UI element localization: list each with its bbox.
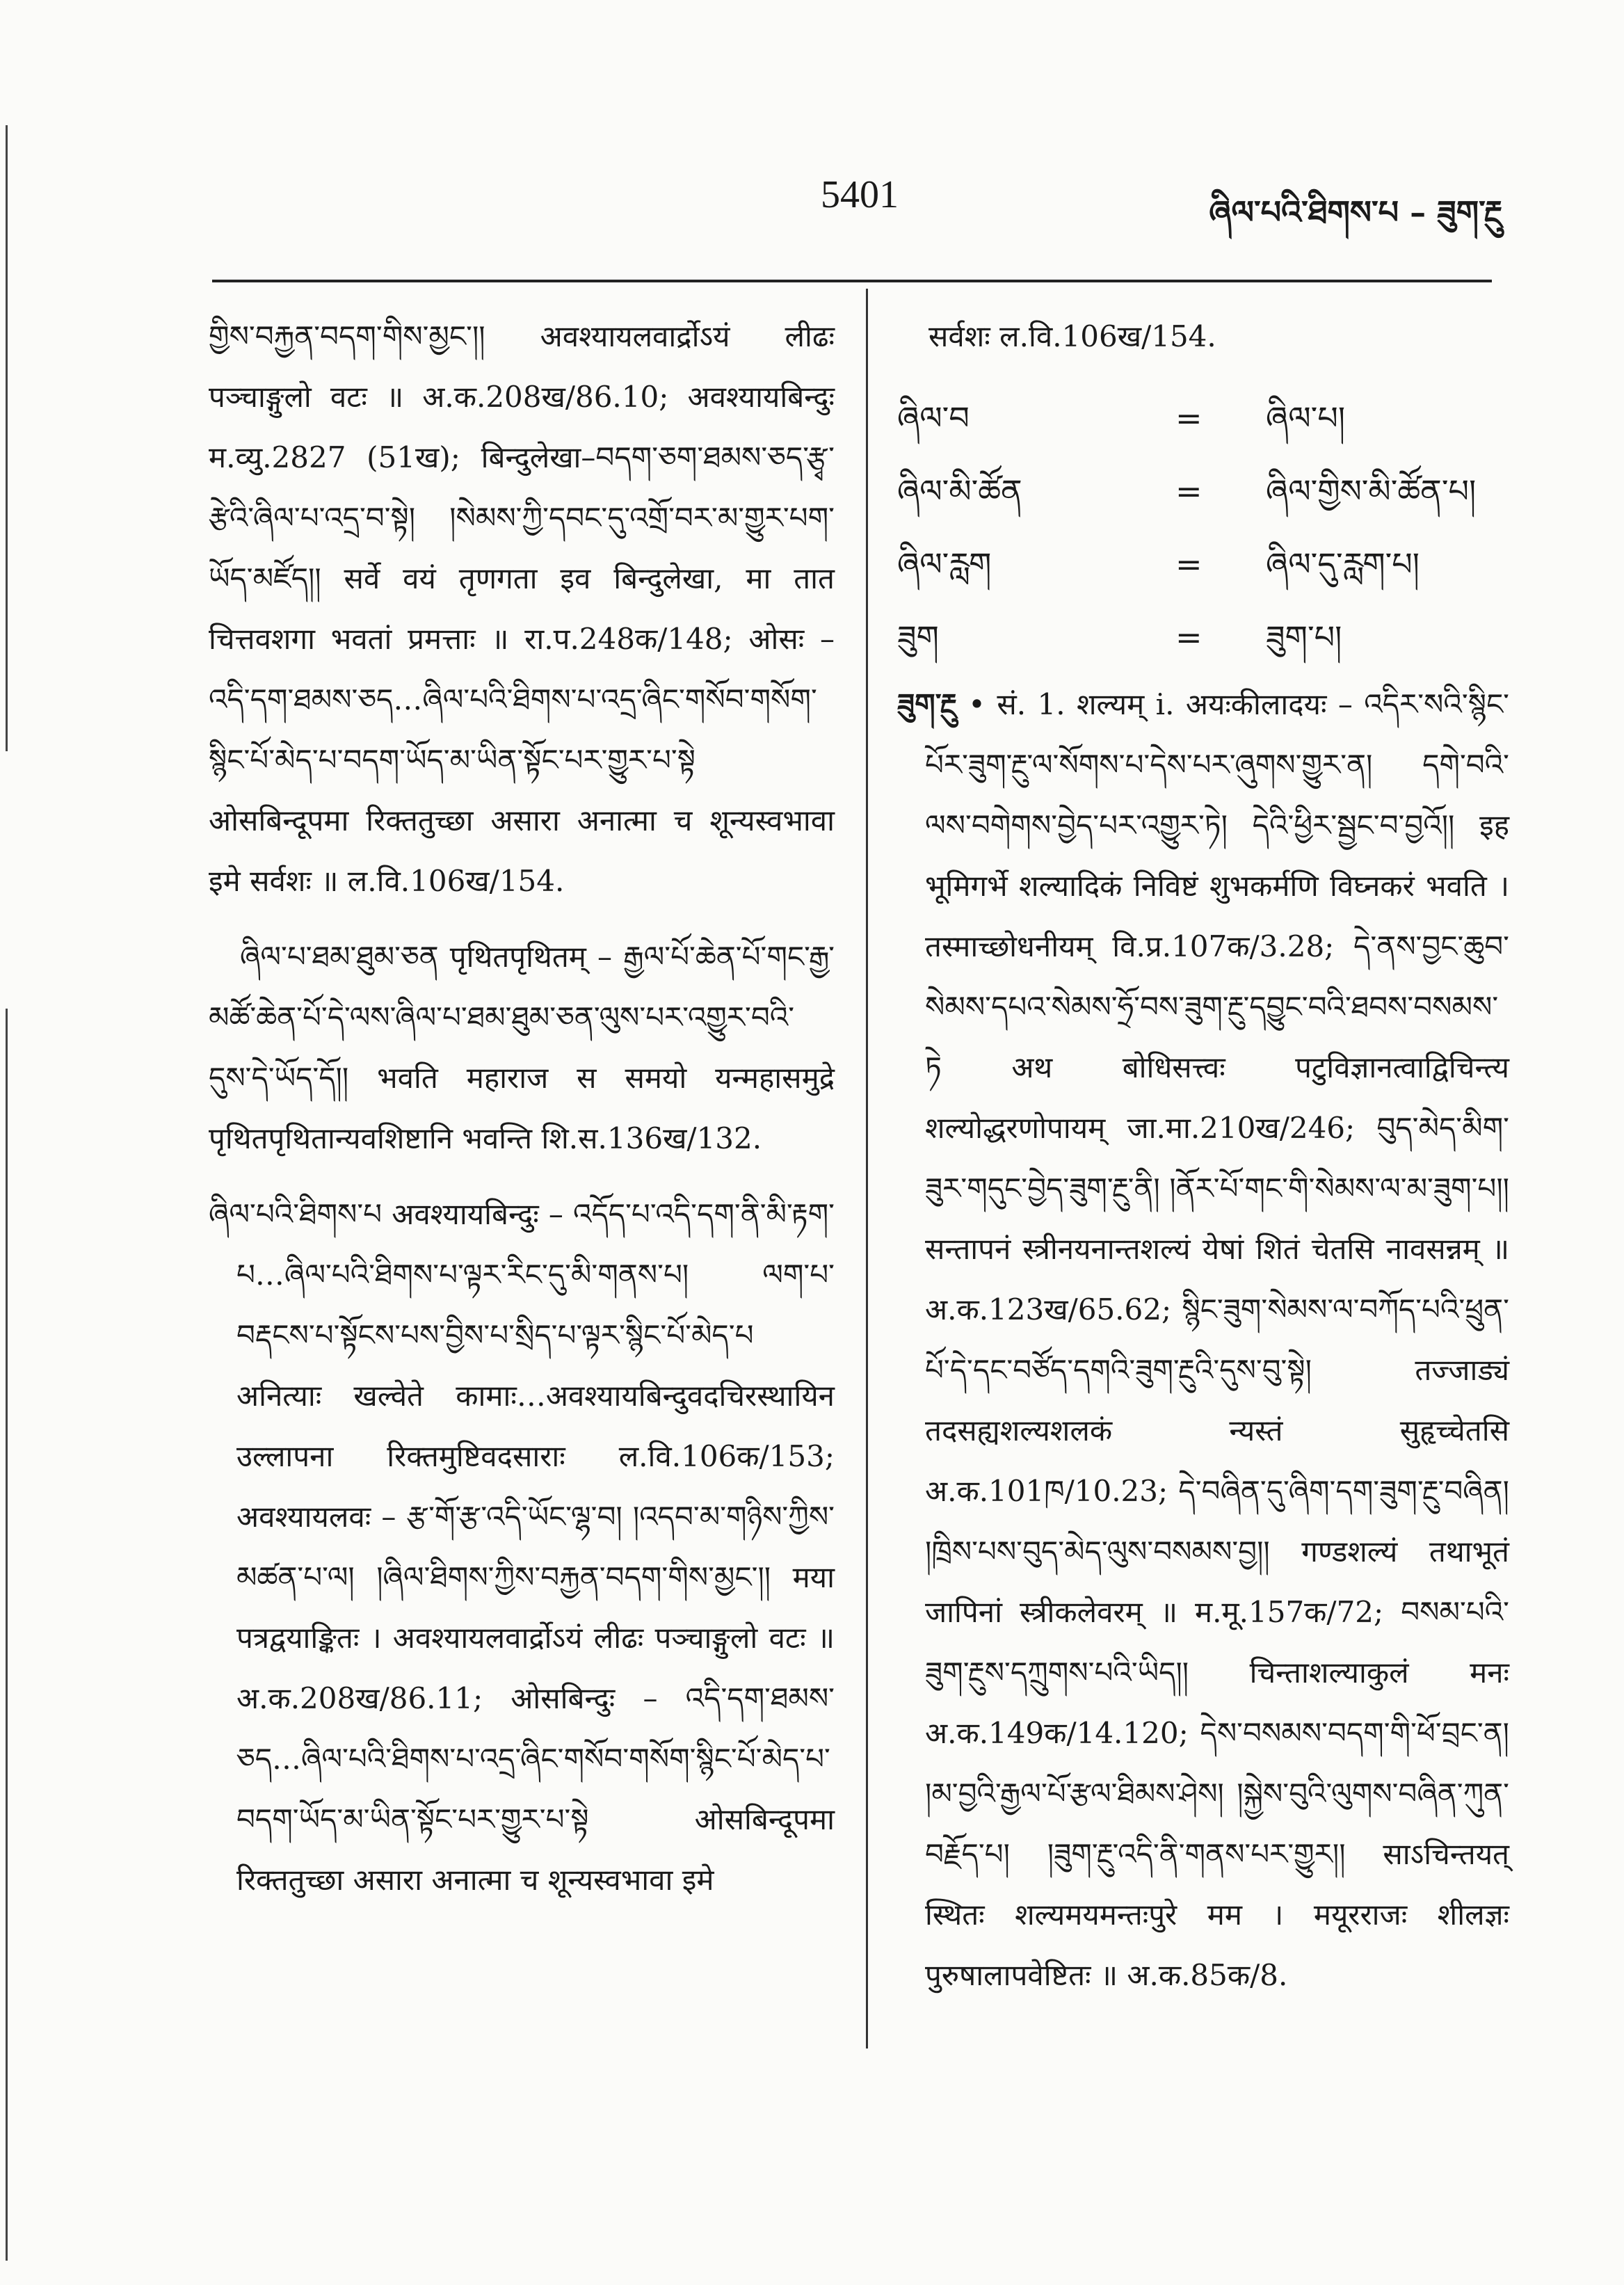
right-continuation: सर्वशः ल.वि.106ख/154. <box>928 319 1216 353</box>
entry-text: • सं. 1. शल्यम् i. अयःकीलादयः – འདིར་སའི་སྙིང་པོར་ཟུག་རྔུ་ལ་སོགས་པ་དེས་པར་ཞུགས་གྱུར་ན། དགེ་བའི་ལས་བགེགས་བྱེད་པར་འགྱུར་ཏེ། དེའི་ཕྱིར་སྦྱང་བ་བྱའོ།། इह भूमिगर्भे शल्यादिकं निविष्टं शुभकर्मणि विघ्नकरं भवति । तस्माच्छोधनीयम् वि.प्र.107क/3.28; དེ་ནས་བྱང་ཆུབ་སེམས་དཔའ་སེམས་ཧྲོ་བས་ཟུག་རྔུ་དབྱུང་བའི་ཐབས་བསམས་ཏེ अथ बोधिसत्त्वः पटुविज्ञानत्वाद्विचिन्त्य शल्योद्धरणोपायम् जा.मा.210ख/246; བུད་མེད་མིག་ཟུར་གདུང་བྱེད་ཟུག་རྔུ་ནི། །ནོར་པོ་གང་གི་སེམས་ལ་མ་ཟུག་པ།། सन्तापनं स्त्रीनयनान्तशल्यं येषां शितं चेतसि नावसन्नम् ॥ अ.क.123ख/65.62; སྙིང་ཟུག་སེམས་ལ་བཀོད་པའི་ཕྲུན་པོ་དེ་དང་བཙོད་དགའི་ཟུག་རྔུའི་དུས་བུ་སྟེ། तज्जाड्यं तदसह्यशल्यशलकं न्यस्तं सुहृच्चेतसि अ.क.101ཁ/10.23; དེ་བཞིན་དུ་ཞིག་དག་ཟུག་རྔུ་བཞིན། །ཁྲིས་པས་བུད་མེད་ལུས་བསམས་བྱ།། गण्डशल्यं तथाभूतं जापिनां स्त्रीकलेवरम् ॥ म.मू.157क/72; བསམ་པའི་ཟུག་རྔུས་དཀྲུགས་པའི་ཡིད།། चिन्ताशल्याकुलं मनः अ.क.149क/14.120; དེས་བསམས་བདག་གི་ཕོ་བྲང་ན། །མ་བྱའི་རྒྱལ་པོ་རྩལ་ཐིམས་ཤེས། །སྐྱེས་བུའི་ལུགས་བཞིན་ཀུན་བརྗོད་པ། །ཟུག་རྔུ་འདི་ནི་གནས་པར་གྱུར།། साऽचिन्तयत् स्थितः शल्यमयमन्तःपुरे मम । मयूरराजः शीलज्ञः पुरुषालापवेष्टितः ॥ अ.क.85क/8. <box>925 687 1509 1992</box>
cross-ref-equals: = <box>1175 399 1203 437</box>
running-head: ཞིལ་པའི་ཐིགས་པ – ཟུག་རྔུ <box>1209 193 1502 231</box>
cross-ref-target: ཞིལ་པ། <box>1266 399 1346 437</box>
cross-ref-equals: = <box>1175 472 1203 510</box>
cross-ref-row <box>897 601 1509 674</box>
cross-ref-term: ཞིལ་རླག <box>897 545 992 583</box>
left-margin-line-lower <box>6 1009 8 2261</box>
cross-ref-row <box>897 382 1509 455</box>
cross-ref-row <box>897 528 1509 601</box>
cross-ref-target: ཞིལ་གྱིས་མི་ཚོན་པ། <box>1266 472 1477 510</box>
cross-ref-term: ཞིལ་མི་ཚོན <box>897 472 1022 510</box>
page-number: 5401 <box>821 173 899 216</box>
cross-ref-target: ཞིལ་དུ་རླག་པ། <box>1266 545 1420 583</box>
cross-ref-term: ཟུག <box>897 618 939 656</box>
right-column <box>897 306 1509 2021</box>
cross-ref-equals: = <box>1175 545 1203 583</box>
cross-ref-equals: = <box>1175 618 1203 656</box>
cross-ref-term: ཞིལ་བ <box>897 399 970 437</box>
column-divider <box>866 289 868 2049</box>
dictionary-entry <box>897 674 1509 2005</box>
entry-headword: ཟུག་རྔུ <box>897 687 957 721</box>
left-margin-line <box>6 125 8 751</box>
cross-ref-row <box>897 455 1509 528</box>
cross-ref-target: ཟུག་པ། <box>1266 618 1342 656</box>
left-column <box>209 306 835 1925</box>
left-paragraph-3: ཞིལ་པའི་ཐིགས་པ अवश्यायबिन्दुः – འདོད་པ་འདི་དག་ནི་མི་རྟག་པ…ཞིལ་པའི་ཐིགས་པ་ལྟར་རིང་དུ་མི་གནས་པ། ལག་པ་བརྡངས་པ་སྟོངས་པས་བྱིས་པ་སྲིད་པ་ལྟར་སྙིང་པོ་མེད་པ अनित्याः खल्वेते कामाः…अवश्यायबिन्दुवदचिरस्थायिन उल्लापना रिक्तमुष्टिवदसाराः ल.वि.106क/153; अवश्यायलवः – རྩ་གོ་རྩ་འདི་ཡོང་ལྷ་བ། །འདབ་མ་གཉིས་ཀྱིས་མཚན་པ་ལ། །ཞིལ་ཐིགས་ཀྱིས་བརྐྱན་བདག་གིས་མྱང་།། मया पत्रद्वयाङ्कितः । अवश्यायलवार्द्रोऽयं लीढः पञ्चाङ्गुलो वटः ॥ अ.क.208ख/86.11; ओसबिन्दुः – འདི་དག་ཐམས་ཅད…ཞིལ་པའི་ཐིགས་པ་འདྲ་ཞིང་གསོབ་གསོག་སྙིང་པོ་མེད་པ་བདག་ཡོད་མ་ཡིན་སྟོང་པར་གྱུར་པ་སྟེ ओसबिन्दूपमा रिक्ततुच्छा असारा अनात्मा च शून्यस्वभावा इमे <box>209 1197 835 1897</box>
header-rule <box>212 280 1492 282</box>
left-paragraph-1: གྱིས་བརྐྱན་བདག་གིས་མྱང་།། अवश्यायलवार्द्रोऽयं लीढः पञ्चाङ्गुलो वटः ॥ अ.क.208ख/86.10; अवश्यायबिन्दुः म.व्यु.2827 (51ख); बिन्दुलेखा–བདག་ཅག་ཐམས་ཅད་རྩྭ་རྩེའི་ཞིལ་པ་འདྲ་བ་སྟེ། །སེམས་ཀྱི་དབང་དུ་འགྲོ་བར་མ་གྱུར་པག་ཡོད་མཛོད།། सर्वे वयं तृणगता इव बिन्दुलेखा, मा तात चित्तवशगा भवतां प्रमत्ताः ॥ रा.प.248क/148; ओसः – འདི་དག་ཐམས་ཅད…ཞིལ་པའི་ཐིགས་པ་འདྲ་ཞིང་གསོབ་གསོག་སྙིང་པོ་མེད་པ་བདག་ཡོད་མ་ཡིན་སྟོང་པར་གྱུར་པ་སྟེ ओसबिन्दूपमा रिक्ततुच्छा असारा अनात्मा च शून्यस्वभावा इमे सर्वशः ॥ ल.वि.106ख/154. <box>209 319 835 898</box>
left-paragraph-2: ཞིལ་པ་ཐམ་ཐུམ་ཅན पृथितपृथितम् – རྒྱལ་པོ་ཆེན་པོ་གང་རྒྱ་མཚོ་ཆེན་པོ་དེ་ལས་ཞིལ་པ་ཐམ་ཐུམ་ཅན་ལུས་པར་འགྱུར་བའི་དུས་དེ་ཡོད་དོ།། भवति महाराज स समयो यन्महासमुद्रे पृथितपृथितान्यवशिष्टानि भवन्ति शि.स.136ख/132. <box>209 940 835 1155</box>
